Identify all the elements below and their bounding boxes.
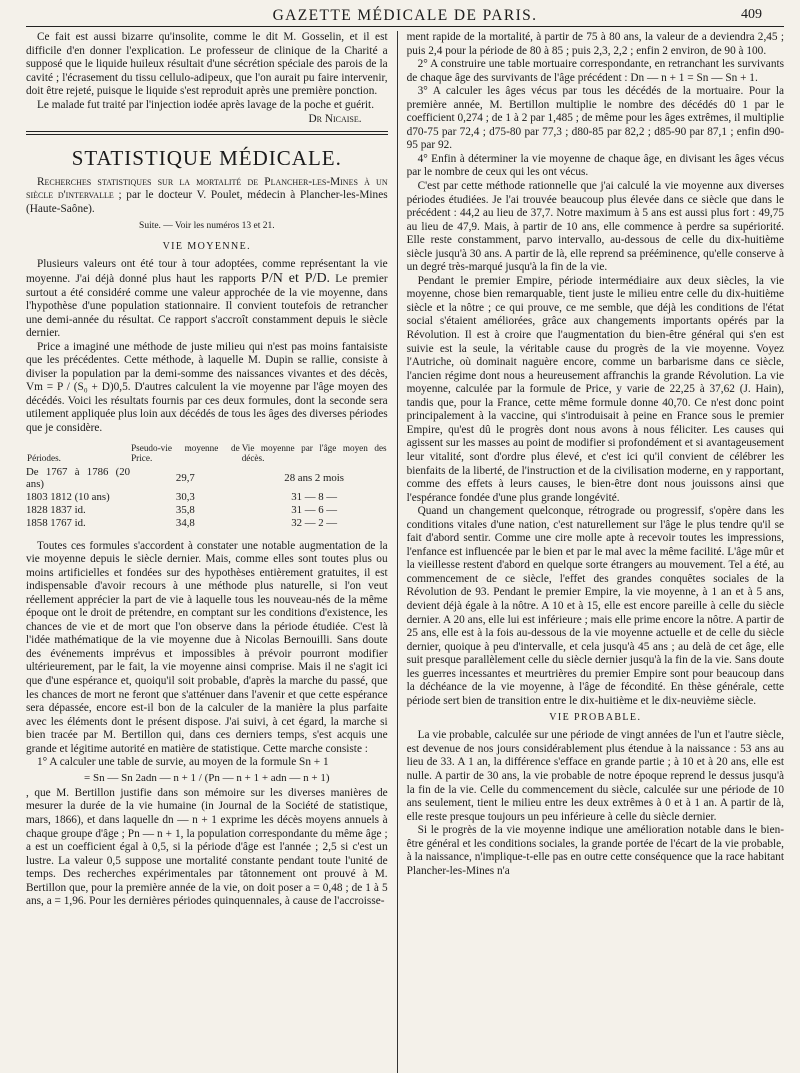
body-paragraph: ment rapide de la mortalité, à partir de 75 à 80 ans, la valeur de a deviendra 2,45 ; puis 2,4 pour la période de 80 à 85 ; puis 2,3, 2,2 ; enfin 2 environ, de 90 à 100.: [406, 31, 784, 57]
body-paragraph: 2° A construire une table mortuaire correspondante, en retranchant les survivants de chaque âge des survivants de l'âge précédent : Dn — n + 1 = Sn — Sn + 1.: [406, 58, 784, 84]
section-divider: [26, 131, 388, 135]
body-paragraph: Price a imaginé une méthode de juste milieu qui n'est pas moins fantaisiste que les précédentes. Cette méthode, à laquelle M. Dupin se rallie, consiste à diviser la population par la demi-somme des naissances vivantes et des décès, Vm = P / (S₀ + D)0,5. D'autres calculent la vie moyenne par l'âge moyen des décédés. Voici les résultats fournis par ces deux formules, dont la seconde sera utilement appliquée plus loin aux décédés de tous les âges des diverses périodes que je considère.: [26, 340, 388, 435]
body-paragraph: 1° A calculer une table de survie, au moyen de la formule Sn + 1: [37, 756, 329, 769]
table-row: [26, 466, 388, 492]
intro-paragraph: Ce fait est aussi bizarre qu'insolite, comme le dit M. Gosselin, et il est difficile d'en donner l'explication. Le professeur de clinique de la Charité a supposé que le liquide huileux résultait d'une sécrétion spéciale des parois de la cavité ; l'écrasement du tissu cellulo-adipeux, que l'on aurait pu faire intervenir, doit être rejeté, puisque le liquide s'est reproduit après une première ponction.: [26, 31, 388, 98]
table-cell: 1828 1837 id.: [26, 503, 86, 516]
table-cell: 1858 1767 id.: [26, 516, 86, 529]
table-header: Vie moyenne par l'âge moyen des décès.: [241, 442, 387, 464]
body-paragraph: Pendant le premier Empire, période intermédiaire aux deux siècles, la vie moyenne, chose bien remarquable, tient juste le milieu entre celle du dix-huitième siècle et la nôtre ; ce qui prouve, ce me semble, que déjà les conditions de l'état social s'étaient améliorées, grâce aux changements importants opérés par la Révolution. Il est à croire que l'augmentation du bien-être général qui s'en est suivie est la seule, la véritable cause du progrès de la vie moyenne. Voyez l'Autriche, où dominait naguère encore, comme un barbarisme dans ce siècle, l'ancien régime dont nous a heureusement affranchis la grande Révolution. La vie moyenne, calculée par la formule de Price, y varie de 22,25 à 37,62 (J. Hain), tandis que, pour la France, cette même formule donne 40,70. Ce n'est donc point principalement à la vaccine, qui s'introduisait à peine en France sous le premier Empire, qu'est dû le progrès dont nous avons à nous féliciter. Les causes qui agissent sur les masses au point de modifier si profondément et si avantageusement leur vitalité, sont d'ordre plus élevé, et c'est ici qu'il convient de célébrer les bienfaits de la liberté, de l'instruction et de la civilisation moderne, en y rapportant, comme des effets à leurs causes, le bien-être dont nous jouissons ainsi que l'espérance fondée d'une plus grande longévité.: [406, 274, 784, 504]
body-paragraph: Si le progrès de la vie moyenne indique une amélioration notable dans le bien-être général et les conditions sociales, la grande portée de l'écart de la vie probable, à la naissance, n'implique-t-elle pas en outre cette conséquence que la race habitant Plancher-les-Mines n'a: [406, 824, 784, 877]
subtitle-small-caps: Recherches statistiques sur la mortalité de Plancher-les-Mines à un siècle d'intervalle: [26, 175, 388, 202]
author-signature: Dr Nicaise.: [308, 113, 362, 126]
journal-title: GAZETTE MÉDICALE DE PARIS.: [272, 7, 538, 24]
table-row: [26, 517, 388, 530]
table-cell: De 1767 à 1786 (20 ans): [26, 465, 131, 491]
table-cell: 31 — 6 —: [291, 503, 338, 516]
table-cell: 30,3: [175, 491, 195, 504]
table-cell: 29,7: [175, 471, 195, 484]
table-cell: 1803 1812 (10 ans): [26, 491, 110, 504]
body-paragraph: La vie probable, calculée sur une période de vingt années de l'un et l'autre siècle, est devenue de nos jours considérablement plus étendue à la naissance : 53 ans au lieu de 33. A 1 an, la différence s'efface en grande partie ; à 10 et à 20 ans, elle est nulle. A partir de 30 ans, la vie probable de notre époque reprend le dessus jusqu'à la fin de la vie. Celle du commencement du siècle, calculée sur une période de 10 ans seulement, tient le milieu entre les deux extrêmes à 0 et à 1 an. A partir de là, elle reste presque toujours un peu inférieure à celle du siècle dernier.: [406, 729, 784, 823]
paragraph-text: premier surtout a été considéré comme une valeur approchée de la vie moyenne, dans l'hypothèse d'une population stationnaire. Il convient toutefois de retrancher une demi-année du résultat. Ce rapport s'accroît constamment depuis le siècle dernier.: [26, 273, 388, 340]
intro-paragraph: Le malade fut traité par l'injection iodée après lavage de la poche et guérit.: [37, 98, 375, 111]
table-cell: 28 ans 2 mois: [284, 471, 344, 484]
continuation-note: Suite. — Voir les numéros 13 et 21.: [139, 221, 275, 232]
page-header: [26, 6, 784, 27]
table-cell: 34,8: [175, 516, 195, 529]
table-cell: 32 — 2 —: [291, 516, 338, 529]
statistics-table: [26, 442, 388, 530]
paragraph-text: Plusieurs valeurs ont été tour à tour adoptées, comme représentant la vie moyenne. J'ai déjà donné plus haut les rapports: [26, 258, 388, 286]
body-paragraph: Quand un changement quelconque, rétrograde ou progressif, s'opère dans les conditions vitales d'une nation, c'est naturellement sur l'âge le plus tendre qu'il se fait d'abord sentir. Comme une cire molle apte à recevoir toutes les impressions, l'enfance est influencée par le bien et par le mal avec la même facilité. L'âge mûr et la vieillesse restent d'abord en quelque sorte étrangers au mouvement. Tel a été, au commencement de ce siècle, l'effet des grandes conquêtes sociales de la Révolution de 93. Pendant le premier Empire, la vie moyenne, à 1 an et à 5 ans, devient déjà égale à la nôtre. A 10 et à 15, elle est encore pareille à celle du siècle dernier. A 20 ans, elle lui est inférieure ; mais elle prime encore la nôtre. A partir de 25 ans, elle est à la fois au-dessous de la vie moyenne actuelle et de celle du siècle dernier, quoique à peu d'intervalle, et cela jusqu'à 45 ans ; au delà de cet âge, elle suit presque parallèlement celle du siècle dernier jusqu'à la fin de la vie. Sans doute les guerres incessantes et meurtrières du premier Empire sont pour beaucoup dans la déchéance de la vie moyenne, à l'âge de fécondité. En thèse générale, cette période sert bien de transition entre le dix-huitième et le dix-neuvième siècle.: [406, 505, 784, 707]
table-cell: 35,8: [175, 503, 195, 516]
article-subtitle: [26, 176, 388, 217]
table-header: Pseudo-vie moyenne de Price.: [131, 442, 240, 464]
survival-formula: = Sn — Sn 2adn — n + 1 / (Pn — n + 1 + adn — n + 1): [84, 771, 330, 784]
left-column: [26, 31, 397, 1073]
article-heading: STATISTIQUE MÉDICALE.: [71, 145, 342, 170]
two-column-body: [26, 31, 784, 1073]
table-cell: 31 — 8 —: [291, 491, 338, 504]
table-header: Périodes.: [27, 453, 61, 464]
body-paragraph: 4° Enfin à déterminer la vie moyenne de chaque âge, en divisant les âges vécus par le nombre de ceux qui les ont vécus.: [406, 152, 784, 179]
ratio-formula: P/N et P/D.: [261, 271, 331, 287]
body-paragraph: C'est par cette méthode rationnelle que j'ai calculé la vie moyenne aux diverses périodes étudiées. Je l'ai trouvée beaucoup plus élevée dans ce siècle que dans le précédent : 44,2 au lieu de 37,7. Notre maximum à 5 ans est aussi plus fort : 49,75 au lieu de 47,9. Mais, à partir de 10 ans, elle commence à perdre sa supériorité. Elle reste constamment, parvo intervallo, au-dessous de celle du dix-huitième siècle jusqu'à 30 ans. A partir de là, elle reprend sa prééminence, qu'elle conserve à un degré très-marqué jusqu'à la fin de la vie.: [406, 180, 784, 274]
section-heading: VIE MOYENNE.: [162, 241, 252, 253]
body-paragraph: , que M. Bertillon justifie dans son mémoire sur les diverses manières de mesurer la durée de la vie humaine (in Journal de la Société de statistique, mars, 1866), et dans laquelle dn — n + 1 exprime les décès moyens annuels à chaque groupe d'âge ; Pn — n + 1, la population correspondante du même âge ; a est un coefficient égal à 0,5, si la période d'âge est l'année ; 2,5 si c'est un lustre. La valeur 0,5 suppose une mortalité constante pendant toute l'unité de temps. Des recherches expérimentales par tâtonnement ont prouvé à M. Bertillon que, pour la première année de la vie, on doit poser a = 0,48 ; de 1 à 5 ans, a = 1,96. Pour les dernières périodes quinquennales, à cause de l'accroisse-: [26, 786, 388, 908]
body-paragraph: 3° A calculer les âges vécus par tous les décédés de la mortuaire. Pour la première année, M. Bertillon multiplie le nombre des décédés d0 1 par le coefficient 0,274 ; de 1 à 2 par 1,485 ; de même pour les âges extrêmes, il multiplie d70-75 par 72,4 ; d75-80 par 77,3 ; d80-85 par 82,2 ; d85-90 par 87,1 ; enfin d90-95 par 92.: [406, 85, 784, 152]
body-paragraph: Plusieurs valeurs ont été tour à tour adoptées, comme représentant la vie moyenne. J'ai déjà donné plus haut les rapports P/N et P/D. Le premier surtout a été considéré comme une valeur approchée de la vie moyenne, dans l'hypothèse d'une population stationnaire. Il convient toutefois de retrancher une demi-année du résultat. Ce rapport s'accroît constamment depuis le siècle dernier.: [26, 258, 388, 340]
right-column: [398, 31, 784, 1073]
subtitle-author: ; par le docteur V. Poulet, médecin à Plancher-les-Mines (Haute-Saône).: [26, 189, 388, 215]
table-row: [26, 491, 388, 504]
body-paragraph: Toutes ces formules s'accordent à constater une notable augmentation de la vie moyenne depuis le siècle dernier. Mais, comme elles sont toutes plus ou moins artificielles et fondées sur des hypothèses entièrement gratuites, il est indispensable d'avoir recours à une méthode plus naturelle, si l'on veut réellement apprécier la part de vie à laquelle tous les nouveau-nés de la même époque ont le droit de prétendre, en comptant sur les conditions d'existence, les chances de vie et de mort que l'on observe dans la période étudiée. C'est là l'idée mathématique de la vie moyenne due à Nicolas Bernouilli. Sans doute des événements imprévus et impossibles à prévoir pourront modifier ultérieurement, par le fait, la vie moyenne ainsi comprise. Mais il ne s'agit ici que d'une espérance et, quoiqu'il soit probable, d'après la marche du passé, que les chances de mort ne feront que s'atténuer dans l'avenir et que cette espérance sera dépassée, encore est-il bon de la calculer de la manière la plus parfaite avec les éléments dont le présent dispose. J'ai suivi, à cet égard, la marche si bien tracée par M. Bertillon qui, dans ces derniers temps, s'est acquis une grande et légitime autorité en matière de statistique. Cette marche consiste :: [26, 539, 388, 755]
page-number: 409: [741, 7, 762, 22]
section-heading: VIE PROBABLE.: [549, 712, 642, 724]
table-row: [26, 504, 388, 517]
